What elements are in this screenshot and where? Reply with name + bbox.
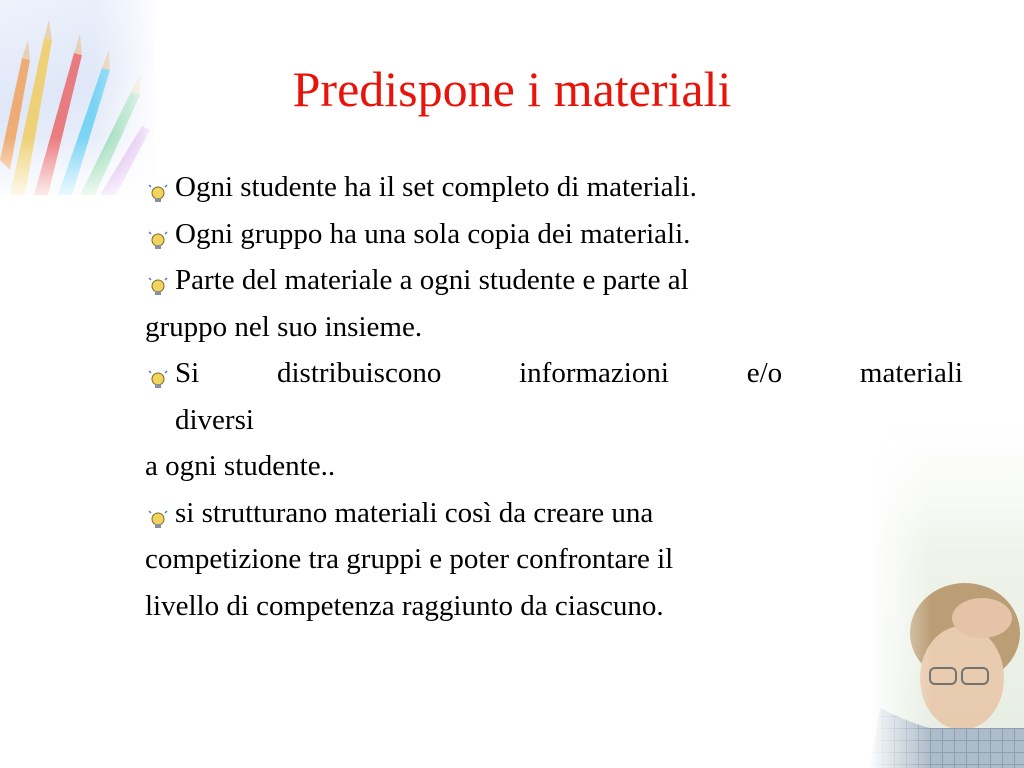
bullet-item — [145, 350, 963, 397]
idea-bulb-icon — [147, 221, 169, 243]
text-line: a ogni studente.. — [145, 450, 336, 482]
bullet-text: si strutturano materiali così da creare una — [175, 496, 654, 529]
bullet-text: Ogni studente ha il set completo di materiali. — [175, 171, 697, 203]
text-line: competizione tra gruppi e poter confrontare il — [145, 543, 674, 575]
text-line: livello di competenza raggiunto da ciascuno. — [145, 589, 664, 622]
text-line: gruppo nel suo insieme. — [145, 310, 423, 343]
bullet-item — [145, 164, 963, 211]
bullet-text: Parte del materiale a ogni studente e parte al — [175, 264, 689, 296]
idea-bulb-icon — [147, 174, 169, 196]
bullet-item — [145, 211, 963, 258]
bullet-text: Ogni gruppo ha una sola copia dei materiali. — [175, 217, 691, 250]
idea-bulb-icon — [147, 500, 169, 522]
slide-title: Predispone i materiali — [292, 61, 732, 117]
slide-body — [145, 164, 963, 629]
text-line: diversi — [175, 403, 254, 436]
idea-bulb-icon — [147, 360, 169, 382]
bullet-text: Si distribuiscono informazioni e/o materiali — [175, 357, 963, 389]
bullet-item — [145, 257, 963, 304]
idea-bulb-icon — [147, 267, 169, 289]
bullet-item — [145, 490, 963, 537]
